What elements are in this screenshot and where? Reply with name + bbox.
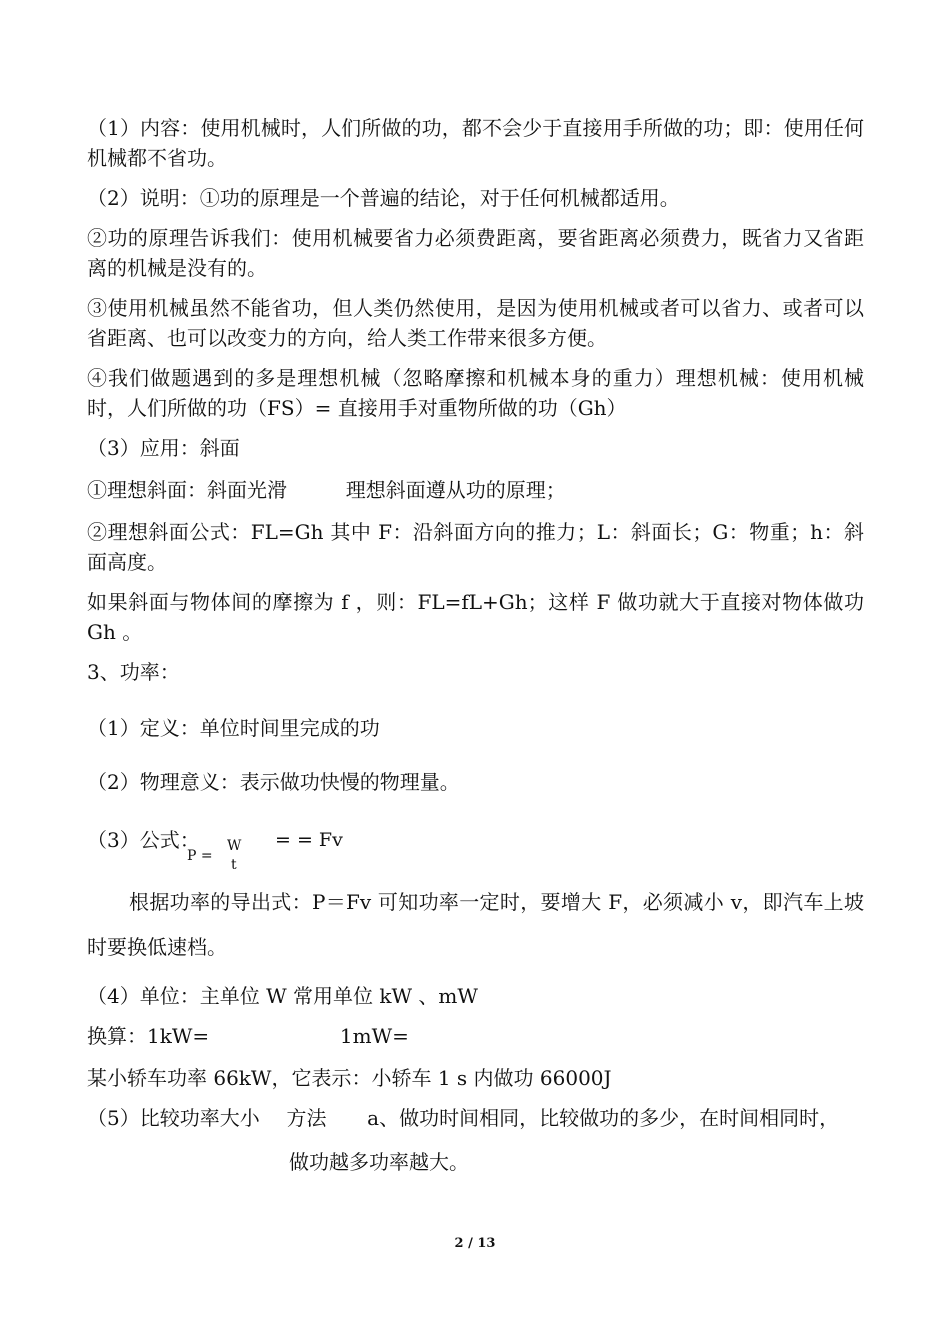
paragraph-formula-label: （3）公式：: [87, 828, 200, 852]
paragraph-friction: 如果斜面与物体间的摩擦为 f ，则：FL=fL+Gh；这样 F 做功就大于直接对物体做功 Gh 。: [87, 590, 864, 644]
compare-label: （5）比较功率大小: [87, 1106, 260, 1130]
formula-rest: = = Fv: [275, 829, 343, 851]
paragraph-usage: ③使用机械虽然不能省功，但人类仍然使用，是因为使用机械或者可以省力、或者可以省距离、也可以改变力的方向，给人类工作带来很多方便。: [87, 296, 864, 350]
paragraph-definition: （1）定义：单位时间里完成的功: [87, 716, 380, 740]
ideal-slope-label: ①理想斜面：斜面光滑: [87, 478, 287, 502]
conversion-kw: 换算：1kW=: [87, 1024, 210, 1048]
paragraph-slope-formula: ②理想斜面公式：FL=Gh 其中 F：沿斜面方向的推力；L：斜面长；G：物重；h：斜面高度。: [87, 520, 864, 574]
paragraph-compare: [87, 1103, 864, 1133]
page-number: 2 / 13: [454, 1236, 496, 1251]
ideal-slope-principle: 理想斜面遵从功的原理；: [345, 478, 566, 502]
paragraph-content: （1）内容：使用机械时，人们所做的功，都不会少于直接用手所做的功；即：使用任何机械都不省功。: [87, 116, 864, 170]
paragraph-units: （4）单位：主单位 W 常用单位 kW 、mW: [87, 984, 478, 1008]
compare-method-a: a、做功时间相同，比较做功的多少，在时间相同时，: [367, 1106, 840, 1130]
paragraph-conversion: [87, 1021, 864, 1051]
heading-application: （3）应用：斜面: [87, 436, 240, 460]
heading-power: 3、功率：: [87, 660, 180, 684]
conversion-mw: 1mW=: [339, 1024, 409, 1048]
compare-method: 方法: [286, 1106, 327, 1130]
formula-w: W: [227, 838, 242, 854]
formula-p: P =: [187, 848, 213, 864]
paragraph-car-example: 某小轿车功率 66kW，它表示：小轿车 1 s 内做功 66000J: [87, 1066, 612, 1090]
paragraph-principle: ②功的原理告诉我们：使用机械要省力必须费距离，要省距离必须费力，既省力又省距离的机械是没有的。: [87, 226, 864, 280]
paragraph-ideal-machine: ④我们做题遇到的多是理想机械（忽略摩擦和机械本身的重力）理想机械：使用机械时，人们所做的功（FS）= 直接用手对重物所做的功（Gh）: [87, 366, 864, 420]
compare-method-a-continued: 做功越多功率越大。: [289, 1150, 469, 1174]
paragraph-explanation: （2）说明：①功的原理是一个普遍的结论，对于任何机械都适用。: [87, 186, 680, 210]
paragraph-meaning: （2）物理意义：表示做功快慢的物理量。: [87, 770, 460, 794]
formula-t: t: [231, 857, 237, 873]
paragraph-derived-formula: 根据功率的导出式：P＝Fv 可知功率一定时，要增大 F，必须减小 v，即汽车上坡时要换低速档。: [87, 890, 864, 959]
paragraph-ideal-slope: [87, 475, 864, 505]
